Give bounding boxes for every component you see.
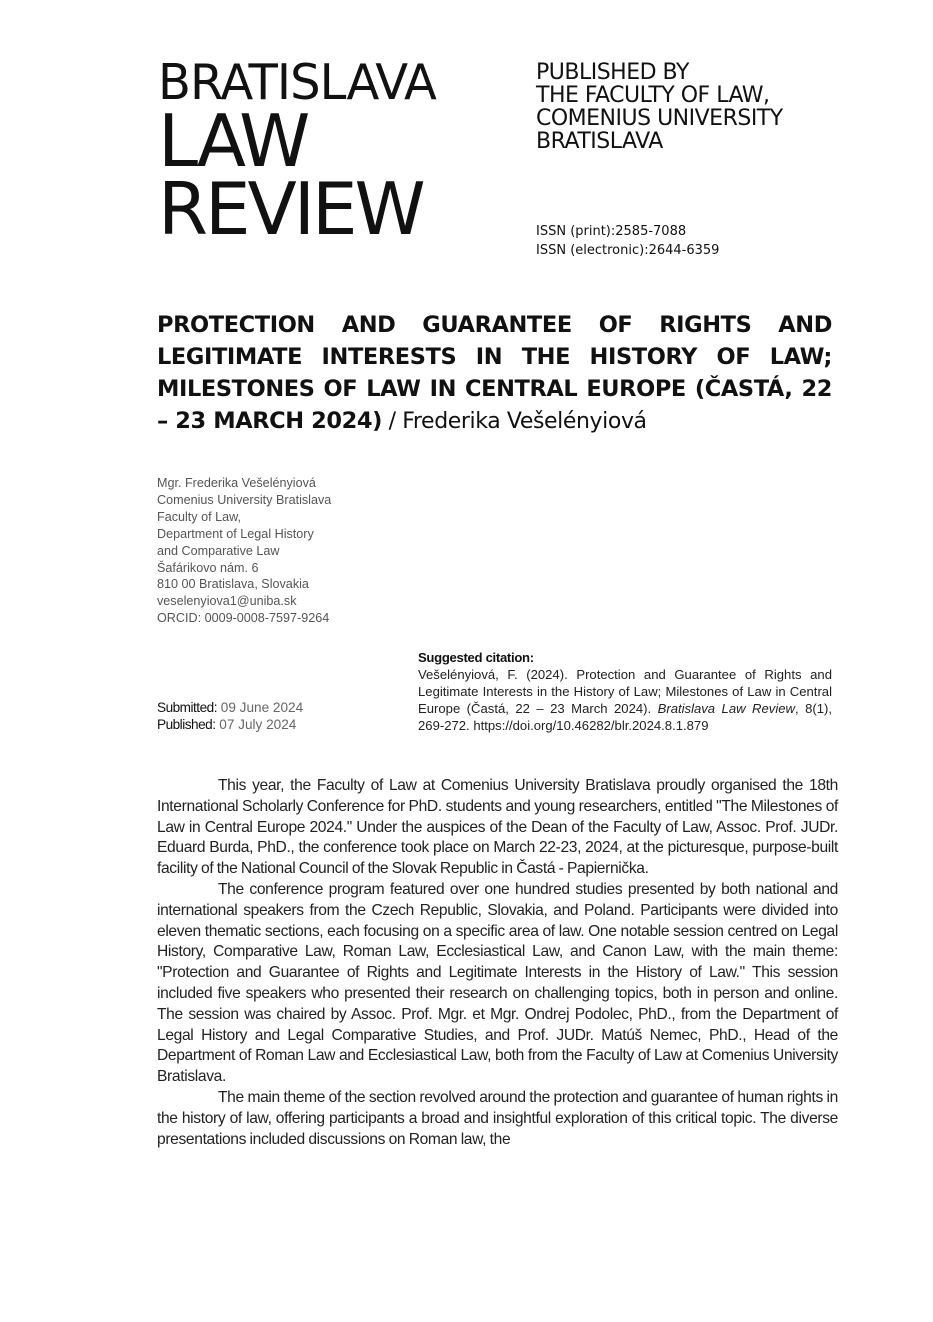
issn-block bbox=[536, 222, 719, 260]
submitted-value: 09 June 2024 bbox=[216, 700, 304, 715]
citation-journal: Bratislava Law Review bbox=[657, 701, 795, 716]
published-date bbox=[157, 716, 303, 733]
author-email[interactable]: veselenyiova1@uniba.sk bbox=[157, 594, 297, 609]
publisher-line: PUBLISHED BY bbox=[536, 60, 689, 85]
article-heading bbox=[157, 309, 832, 438]
issn-electronic: ISSN (electronic):2644-6359 bbox=[536, 243, 720, 258]
issn-print: ISSN (print):2585-7088 bbox=[536, 224, 687, 239]
suggested-citation bbox=[418, 649, 832, 734]
article-title: PROTECTION AND GUARANTEE OF RIGHTS AND LEGITIMATE INTERESTS IN THE HISTORY OF LAW; MILESTONES OF LAW IN CENTRAL EUROPE (ČASTÁ, 22 – 23 MARCH 2024) bbox=[157, 312, 832, 434]
masthead-line-3: REVIEW bbox=[158, 167, 423, 251]
publisher-line: COMENIUS UNIVERSITY bbox=[536, 106, 783, 131]
affiliation-line: Faculty of Law, bbox=[157, 509, 241, 524]
affiliation-line: Šafárikovo nám. 6 bbox=[157, 560, 259, 575]
citation-text-before: Vešelényiová, F. (2024). Protection and Guarantee of Rights and Legitimate Interests in the History of Law; Milestones of Law in Central Europe (Častá, 22 – 23 March 2024). bbox=[418, 667, 832, 716]
masthead-line-2: LAW bbox=[158, 99, 308, 183]
publisher-line: THE FACULTY OF LAW, bbox=[536, 83, 770, 108]
submitted-date bbox=[157, 699, 303, 716]
published-label: Published: bbox=[157, 717, 216, 732]
citation-text-after: , 8(1), 269-272. https://doi.org/10.46282/blr.2024.8.1.879 bbox=[418, 701, 832, 733]
affiliation-line: and Comparative Law bbox=[157, 543, 280, 558]
affiliation-line: Comenius University Bratislava bbox=[157, 492, 332, 507]
body-paragraph: This year, the Faculty of Law at Comenius University Bratislava proudly organised the 18th International Scholarly Conference for PhD. students and young researchers, entitled "The Milestones of Law in Central Europe 2024." Under the auspices of the Dean of the Faculty of Law, Assoc. Prof. JUDr. Eduard Burda, PhD., the conference took place on March 22-23, 2024, at the picturesque, purpose-built facility of the National Council of the Slovak Republic in Častá - Papiernička. bbox=[157, 777, 838, 878]
author-orcid: ORCID: 0009-0008-7597-9264 bbox=[157, 611, 330, 626]
article-body bbox=[157, 776, 838, 1150]
submitted-label: Submitted: bbox=[157, 700, 217, 715]
body-paragraph: The conference program featured over one hundred studies presented by both national and international speakers from the Czech Republic, Slovakia, and Poland. Participants were divided into eleven thematic sections, each focusing on a specific area of law. One notable session centred on Legal History, Comparative Law, Roman Law, Ecclesiastical Law, and Canon Law, with the main theme: "Protection and Guarantee of Rights and Legitimate Interests in the History of Law." This session included five speakers who presented their research on challenging topics, both in person and online. The session was chaired by Assoc. Prof. Mgr. et Mgr. Ondrej Podolec, PhD., from the Department of Legal History and Legal Comparative Studies, and Prof. JUDr. Matúš Nemec, PhD., Head of the Department of Roman Law and Ecclesiastical Law, both from the Faculty of Law at Comenius University Bratislava. bbox=[157, 880, 838, 1086]
journal-masthead bbox=[158, 54, 442, 251]
article-byline: / Frederika Vešelényiová bbox=[382, 409, 647, 434]
body-paragraph: The main theme of the section revolved around the protection and guarantee of human rights in the history of law, offering participants a broad and insightful exploration of this critical topic. The diverse presentations included discussions on Roman law, the bbox=[157, 1088, 838, 1148]
author-affiliation bbox=[157, 475, 331, 627]
published-value: 07 July 2024 bbox=[215, 717, 297, 732]
affiliation-line: Mgr. Frederika Vešelényiová bbox=[157, 476, 316, 490]
publisher-line: BRATISLAVA bbox=[536, 129, 663, 154]
affiliation-line: 810 00 Bratislava, Slovakia bbox=[157, 577, 309, 592]
publisher-block bbox=[536, 61, 783, 153]
masthead-line-1: BRATISLAVA bbox=[158, 54, 436, 111]
citation-text bbox=[418, 666, 832, 734]
citation-heading: Suggested citation: bbox=[418, 650, 534, 665]
affiliation-line: Department of Legal History bbox=[157, 526, 314, 541]
publication-dates bbox=[157, 699, 303, 733]
